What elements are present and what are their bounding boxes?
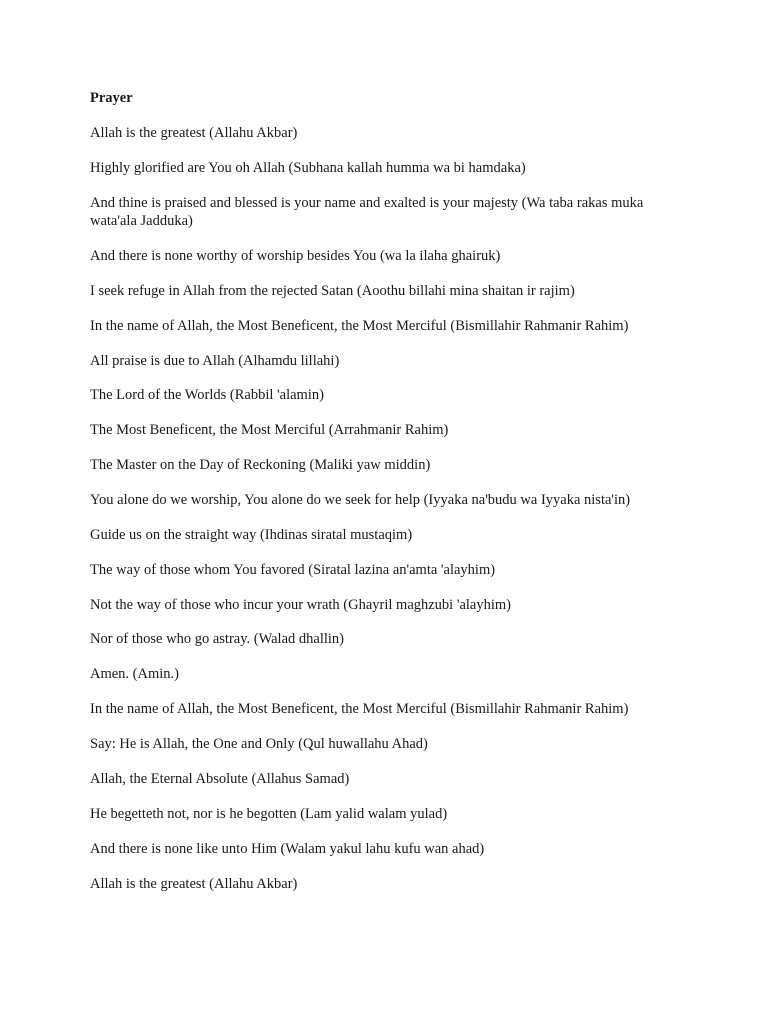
prayer-line: Guide us on the straight way (Ihdinas siratal mustaqim) — [90, 527, 413, 543]
prayer-line: Not the way of those who incur your wrath (Ghayril maghzubi 'alayhim) — [90, 597, 511, 613]
prayer-line: The Most Beneficent, the Most Merciful (Arrahmanir Rahim) — [90, 422, 449, 438]
prayer-line: Say: He is Allah, the One and Only (Qul huwallahu Ahad) — [90, 736, 428, 752]
prayer-line: In the name of Allah, the Most Beneficent, the Most Merciful (Bismillahir Rahmanir Rahim) — [90, 701, 629, 717]
prayer-line: The Lord of the Worlds (Rabbil 'alamin) — [90, 387, 324, 403]
prayer-line: And there is none worthy of worship besides You (wa la ilaha ghairuk) — [90, 248, 501, 264]
prayer-line: And there is none like unto Him (Walam yakul lahu kufu wan ahad) — [90, 841, 485, 857]
prayer-line: Allah is the greatest (Allahu Akbar) — [90, 125, 298, 141]
prayer-line: All praise is due to Allah (Alhamdu lillahi) — [90, 353, 340, 369]
prayer-line: You alone do we worship, You alone do we seek for help (Iyyaka na'budu wa Iyyaka nista'in) — [90, 492, 631, 508]
prayer-line: Amen. (Amin.) — [90, 666, 179, 682]
prayer-line: The Master on the Day of Reckoning (Maliki yaw middin) — [90, 457, 431, 473]
prayer-line: And thine is praised and blessed is your name and exalted is your majesty (Wa taba rakas muka wata'ala Jadduka) — [90, 195, 644, 229]
prayer-line: The way of those whom You favored (Siratal lazina an'amta 'alayhim) — [90, 562, 496, 578]
prayer-line: I seek refuge in Allah from the rejected Satan (Aoothu billahi mina shaitan ir rajim) — [90, 283, 575, 299]
prayer-line: In the name of Allah, the Most Beneficent, the Most Merciful (Bismillahir Rahmanir Rahim) — [90, 318, 629, 334]
prayer-line: Allah is the greatest (Allahu Akbar) — [90, 876, 298, 892]
prayer-line: Highly glorified are You oh Allah (Subhana kallah humma wa bi hamdaka) — [90, 160, 526, 176]
document-title: Prayer — [90, 90, 133, 106]
prayer-line: Nor of those who go astray. (Walad dhallin) — [90, 631, 344, 647]
prayer-line: He begetteth not, nor is he begotten (Lam yalid walam yulad) — [90, 806, 448, 822]
prayer-line: Allah, the Eternal Absolute (Allahus Samad) — [90, 771, 350, 787]
